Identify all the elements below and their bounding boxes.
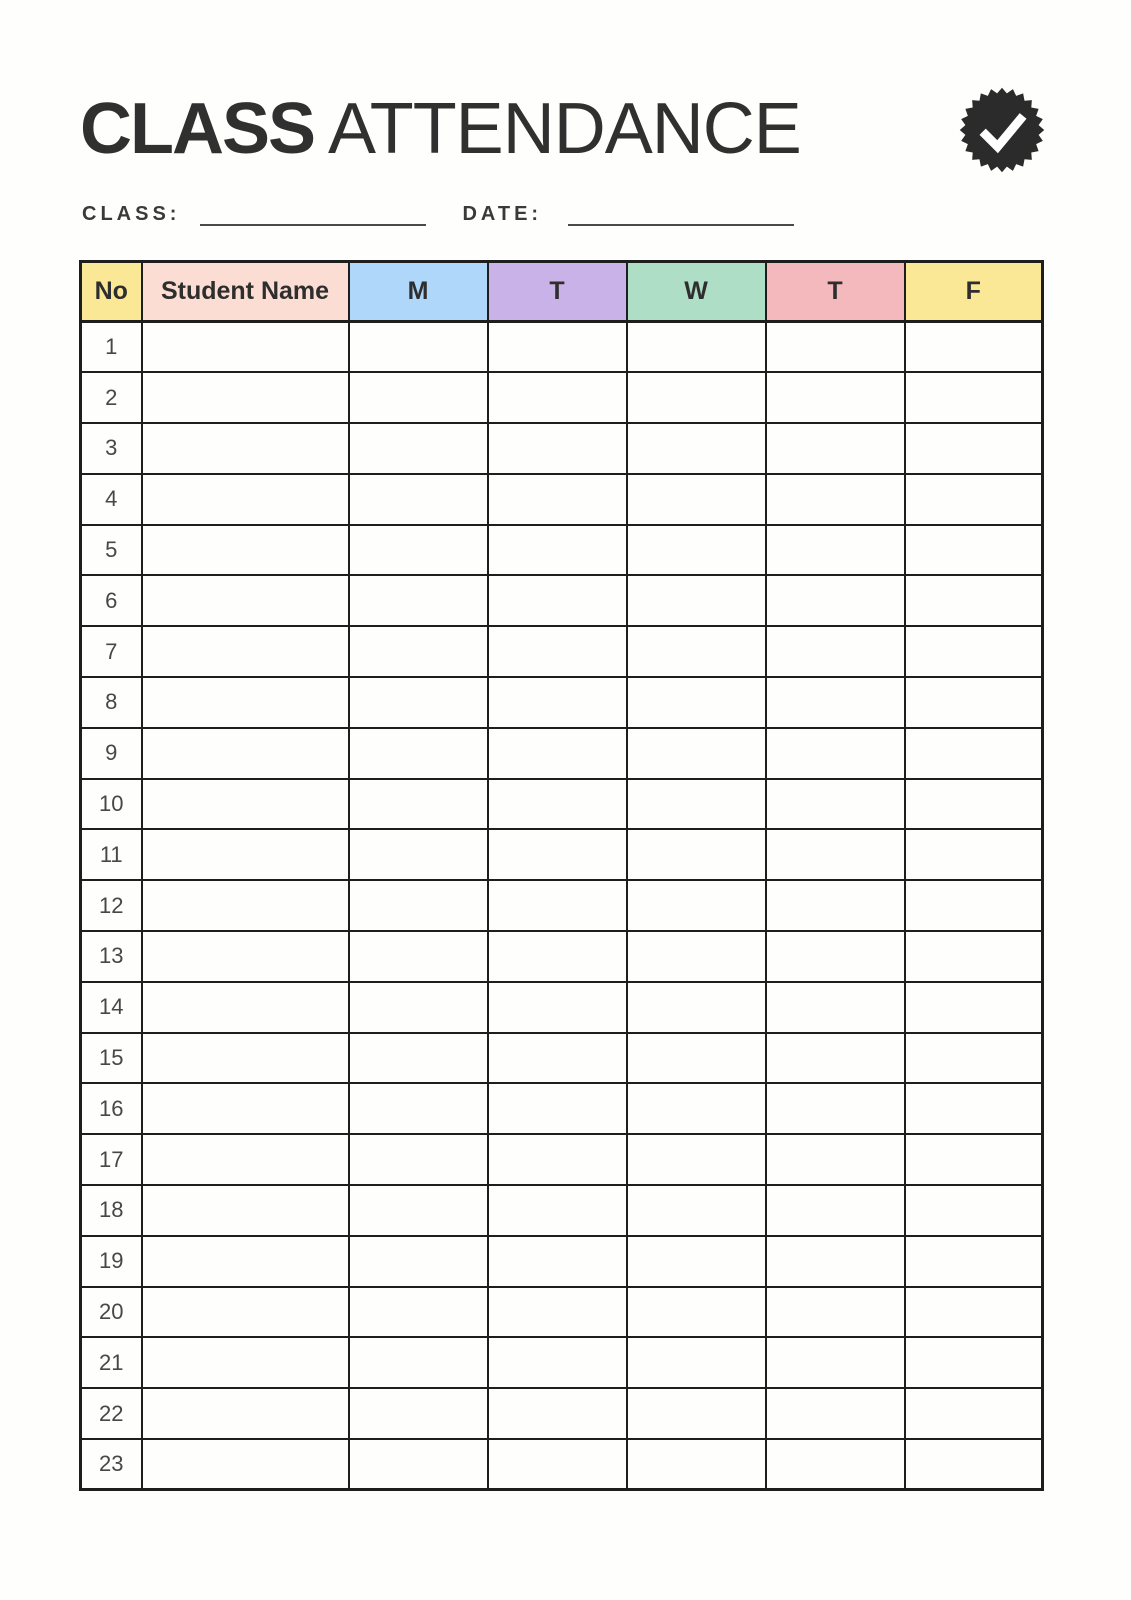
- cell-student-name[interactable]: [142, 677, 349, 728]
- cell-tuesday[interactable]: [488, 1134, 627, 1185]
- cell-thursday[interactable]: [766, 1033, 905, 1084]
- cell-monday[interactable]: [349, 525, 488, 576]
- row-number-cell: 23: [81, 1439, 142, 1490]
- cell-tuesday[interactable]: [488, 1083, 627, 1134]
- attendance-row: [81, 575, 1043, 626]
- cell-friday[interactable]: [905, 322, 1043, 373]
- cell-friday[interactable]: [905, 372, 1043, 423]
- date-label: DATE:: [462, 203, 543, 225]
- cell-wednesday[interactable]: [627, 322, 766, 373]
- cell-student-name[interactable]: [142, 1337, 349, 1388]
- cell-tuesday[interactable]: [488, 1439, 627, 1490]
- cell-monday[interactable]: [349, 1185, 488, 1236]
- cell-student-name[interactable]: [142, 423, 349, 474]
- cell-monday[interactable]: [349, 1236, 488, 1287]
- cell-thursday[interactable]: [766, 982, 905, 1033]
- date-input-line[interactable]: [568, 200, 794, 226]
- cell-tuesday[interactable]: [488, 1033, 627, 1084]
- cell-tuesday[interactable]: [488, 1185, 627, 1236]
- column-header-wednesday: W: [627, 262, 766, 322]
- cell-wednesday[interactable]: [627, 1287, 766, 1338]
- cell-student-name[interactable]: [142, 880, 349, 931]
- cell-wednesday[interactable]: [627, 1083, 766, 1134]
- attendance-row: [81, 982, 1043, 1033]
- cell-student-name[interactable]: [142, 1287, 349, 1338]
- check-seal-icon: [958, 86, 1046, 174]
- row-number-cell: 5: [81, 525, 142, 576]
- attendance-row: [81, 525, 1043, 576]
- row-number-cell: 10: [81, 779, 142, 830]
- attendance-row: [81, 1439, 1043, 1490]
- attendance-row: [81, 1388, 1043, 1439]
- cell-tuesday[interactable]: [488, 474, 627, 525]
- cell-student-name[interactable]: [142, 1388, 349, 1439]
- cell-monday[interactable]: [349, 1083, 488, 1134]
- attendance-row: [81, 1083, 1043, 1134]
- row-number-cell: 17: [81, 1134, 142, 1185]
- class-date-fields: [82, 200, 794, 226]
- cell-wednesday[interactable]: [627, 474, 766, 525]
- cell-monday[interactable]: [349, 931, 488, 982]
- row-number-cell: 14: [81, 982, 142, 1033]
- cell-tuesday[interactable]: [488, 575, 627, 626]
- cell-monday[interactable]: [349, 1388, 488, 1439]
- cell-friday[interactable]: [905, 880, 1043, 931]
- cell-tuesday[interactable]: [488, 982, 627, 1033]
- cell-friday[interactable]: [905, 1439, 1043, 1490]
- cell-student-name[interactable]: [142, 372, 349, 423]
- cell-thursday[interactable]: [766, 1083, 905, 1134]
- cell-friday[interactable]: [905, 829, 1043, 880]
- cell-wednesday[interactable]: [627, 728, 766, 779]
- cell-tuesday[interactable]: [488, 1236, 627, 1287]
- cell-thursday[interactable]: [766, 829, 905, 880]
- cell-thursday[interactable]: [766, 1236, 905, 1287]
- cell-wednesday[interactable]: [627, 982, 766, 1033]
- cell-monday[interactable]: [349, 626, 488, 677]
- cell-thursday[interactable]: [766, 728, 905, 779]
- cell-friday[interactable]: [905, 1083, 1043, 1134]
- row-number-cell: 1: [81, 322, 142, 373]
- class-input-line[interactable]: [200, 200, 426, 226]
- cell-friday[interactable]: [905, 1134, 1043, 1185]
- cell-monday[interactable]: [349, 1033, 488, 1084]
- cell-friday[interactable]: [905, 1236, 1043, 1287]
- attendance-row: [81, 1134, 1043, 1185]
- row-number-cell: 9: [81, 728, 142, 779]
- cell-tuesday[interactable]: [488, 1388, 627, 1439]
- cell-monday[interactable]: [349, 322, 488, 373]
- attendance-row: [81, 474, 1043, 525]
- row-number-cell: 8: [81, 677, 142, 728]
- page-title-word-class: CLASS: [80, 89, 315, 170]
- cell-thursday[interactable]: [766, 423, 905, 474]
- attendance-row: [81, 372, 1043, 423]
- attendance-row: [81, 779, 1043, 830]
- column-header-friday: F: [905, 262, 1043, 322]
- column-header-thursday: T: [766, 262, 905, 322]
- row-number-cell: 6: [81, 575, 142, 626]
- page-title: [80, 90, 801, 169]
- row-number-cell: 2: [81, 372, 142, 423]
- cell-wednesday[interactable]: [627, 829, 766, 880]
- cell-student-name[interactable]: [142, 1439, 349, 1490]
- cell-monday[interactable]: [349, 372, 488, 423]
- cell-wednesday[interactable]: [627, 575, 766, 626]
- cell-student-name[interactable]: [142, 322, 349, 373]
- cell-wednesday[interactable]: [627, 1033, 766, 1084]
- cell-monday[interactable]: [349, 1134, 488, 1185]
- cell-monday[interactable]: [349, 982, 488, 1033]
- row-number-cell: 19: [81, 1236, 142, 1287]
- cell-monday[interactable]: [349, 779, 488, 830]
- column-header-student-name: Student Name: [142, 262, 349, 322]
- row-number-cell: 4: [81, 474, 142, 525]
- cell-wednesday[interactable]: [627, 779, 766, 830]
- row-number-cell: 12: [81, 880, 142, 931]
- cell-student-name[interactable]: [142, 931, 349, 982]
- cell-thursday[interactable]: [766, 1337, 905, 1388]
- cell-thursday[interactable]: [766, 1287, 905, 1338]
- cell-student-name[interactable]: [142, 728, 349, 779]
- cell-friday[interactable]: [905, 474, 1043, 525]
- cell-tuesday[interactable]: [488, 677, 627, 728]
- attendance-row: [81, 1236, 1043, 1287]
- attendance-row: [81, 880, 1043, 931]
- column-header-tuesday: T: [488, 262, 627, 322]
- cell-thursday[interactable]: [766, 372, 905, 423]
- cell-tuesday[interactable]: [488, 372, 627, 423]
- cell-monday[interactable]: [349, 1287, 488, 1338]
- cell-monday[interactable]: [349, 474, 488, 525]
- cell-friday[interactable]: [905, 728, 1043, 779]
- row-number-cell: 20: [81, 1287, 142, 1338]
- cell-friday[interactable]: [905, 931, 1043, 982]
- cell-monday[interactable]: [349, 1337, 488, 1388]
- cell-tuesday[interactable]: [488, 728, 627, 779]
- cell-tuesday[interactable]: [488, 322, 627, 373]
- cell-wednesday[interactable]: [627, 1337, 766, 1388]
- row-number-cell: 18: [81, 1185, 142, 1236]
- cell-tuesday[interactable]: [488, 880, 627, 931]
- row-number-cell: 13: [81, 931, 142, 982]
- cell-friday[interactable]: [905, 575, 1043, 626]
- cell-thursday[interactable]: [766, 1185, 905, 1236]
- attendance-row: [81, 1287, 1043, 1338]
- row-number-cell: 15: [81, 1033, 142, 1084]
- page-header: [80, 86, 1046, 174]
- cell-friday[interactable]: [905, 1185, 1043, 1236]
- cell-wednesday[interactable]: [627, 1185, 766, 1236]
- row-number-cell: 11: [81, 829, 142, 880]
- class-label: CLASS:: [82, 203, 181, 225]
- cell-student-name[interactable]: [142, 1134, 349, 1185]
- cell-tuesday[interactable]: [488, 829, 627, 880]
- attendance-row: [81, 677, 1043, 728]
- row-number-cell: 21: [81, 1337, 142, 1388]
- cell-wednesday[interactable]: [627, 372, 766, 423]
- row-number-cell: 3: [81, 423, 142, 474]
- cell-friday[interactable]: [905, 1033, 1043, 1084]
- cell-friday[interactable]: [905, 626, 1043, 677]
- cell-friday[interactable]: [905, 525, 1043, 576]
- cell-student-name[interactable]: [142, 575, 349, 626]
- cell-wednesday[interactable]: [627, 677, 766, 728]
- cell-wednesday[interactable]: [627, 931, 766, 982]
- cell-wednesday[interactable]: [627, 880, 766, 931]
- attendance-row: [81, 1185, 1043, 1236]
- column-header-monday: M: [349, 262, 488, 322]
- cell-wednesday[interactable]: [627, 423, 766, 474]
- cell-tuesday[interactable]: [488, 525, 627, 576]
- cell-friday[interactable]: [905, 677, 1043, 728]
- attendance-row: [81, 626, 1043, 677]
- cell-student-name[interactable]: [142, 1185, 349, 1236]
- cell-wednesday[interactable]: [627, 1439, 766, 1490]
- cell-tuesday[interactable]: [488, 1337, 627, 1388]
- column-header-no: No: [81, 262, 142, 322]
- cell-friday[interactable]: [905, 779, 1043, 830]
- cell-friday[interactable]: [905, 1287, 1043, 1338]
- attendance-header-row: [81, 262, 1043, 322]
- page-title-word-attendance: ATTENDANCE: [328, 89, 801, 170]
- cell-wednesday[interactable]: [627, 525, 766, 576]
- cell-thursday[interactable]: [766, 575, 905, 626]
- cell-thursday[interactable]: [766, 880, 905, 931]
- attendance-row: [81, 1337, 1043, 1388]
- cell-student-name[interactable]: [142, 525, 349, 576]
- cell-friday[interactable]: [905, 1388, 1043, 1439]
- cell-thursday[interactable]: [766, 931, 905, 982]
- attendance-row: [81, 423, 1043, 474]
- cell-wednesday[interactable]: [627, 626, 766, 677]
- attendance-row: [81, 728, 1043, 779]
- cell-wednesday[interactable]: [627, 1388, 766, 1439]
- cell-thursday[interactable]: [766, 626, 905, 677]
- attendance-row: [81, 1033, 1043, 1084]
- cell-tuesday[interactable]: [488, 931, 627, 982]
- cell-student-name[interactable]: [142, 829, 349, 880]
- cell-student-name[interactable]: [142, 1083, 349, 1134]
- cell-thursday[interactable]: [766, 1388, 905, 1439]
- cell-thursday[interactable]: [766, 322, 905, 373]
- row-number-cell: 16: [81, 1083, 142, 1134]
- cell-student-name[interactable]: [142, 982, 349, 1033]
- cell-student-name[interactable]: [142, 1033, 349, 1084]
- cell-monday[interactable]: [349, 829, 488, 880]
- cell-thursday[interactable]: [766, 525, 905, 576]
- cell-wednesday[interactable]: [627, 1134, 766, 1185]
- cell-thursday[interactable]: [766, 779, 905, 830]
- cell-friday[interactable]: [905, 982, 1043, 1033]
- attendance-row: [81, 829, 1043, 880]
- cell-monday[interactable]: [349, 575, 488, 626]
- cell-monday[interactable]: [349, 1439, 488, 1490]
- cell-thursday[interactable]: [766, 1439, 905, 1490]
- cell-friday[interactable]: [905, 423, 1043, 474]
- cell-thursday[interactable]: [766, 474, 905, 525]
- cell-friday[interactable]: [905, 1337, 1043, 1388]
- cell-tuesday[interactable]: [488, 423, 627, 474]
- attendance-row: [81, 322, 1043, 373]
- cell-student-name[interactable]: [142, 1236, 349, 1287]
- cell-wednesday[interactable]: [627, 1236, 766, 1287]
- cell-thursday[interactable]: [766, 677, 905, 728]
- cell-thursday[interactable]: [766, 1134, 905, 1185]
- cell-student-name[interactable]: [142, 474, 349, 525]
- row-number-cell: 7: [81, 626, 142, 677]
- cell-monday[interactable]: [349, 677, 488, 728]
- cell-tuesday[interactable]: [488, 1287, 627, 1338]
- cell-monday[interactable]: [349, 728, 488, 779]
- cell-tuesday[interactable]: [488, 779, 627, 830]
- cell-student-name[interactable]: [142, 626, 349, 677]
- attendance-table: [79, 260, 1044, 1491]
- cell-monday[interactable]: [349, 880, 488, 931]
- cell-tuesday[interactable]: [488, 626, 627, 677]
- cell-monday[interactable]: [349, 423, 488, 474]
- row-number-cell: 22: [81, 1388, 142, 1439]
- cell-student-name[interactable]: [142, 779, 349, 830]
- attendance-row: [81, 931, 1043, 982]
